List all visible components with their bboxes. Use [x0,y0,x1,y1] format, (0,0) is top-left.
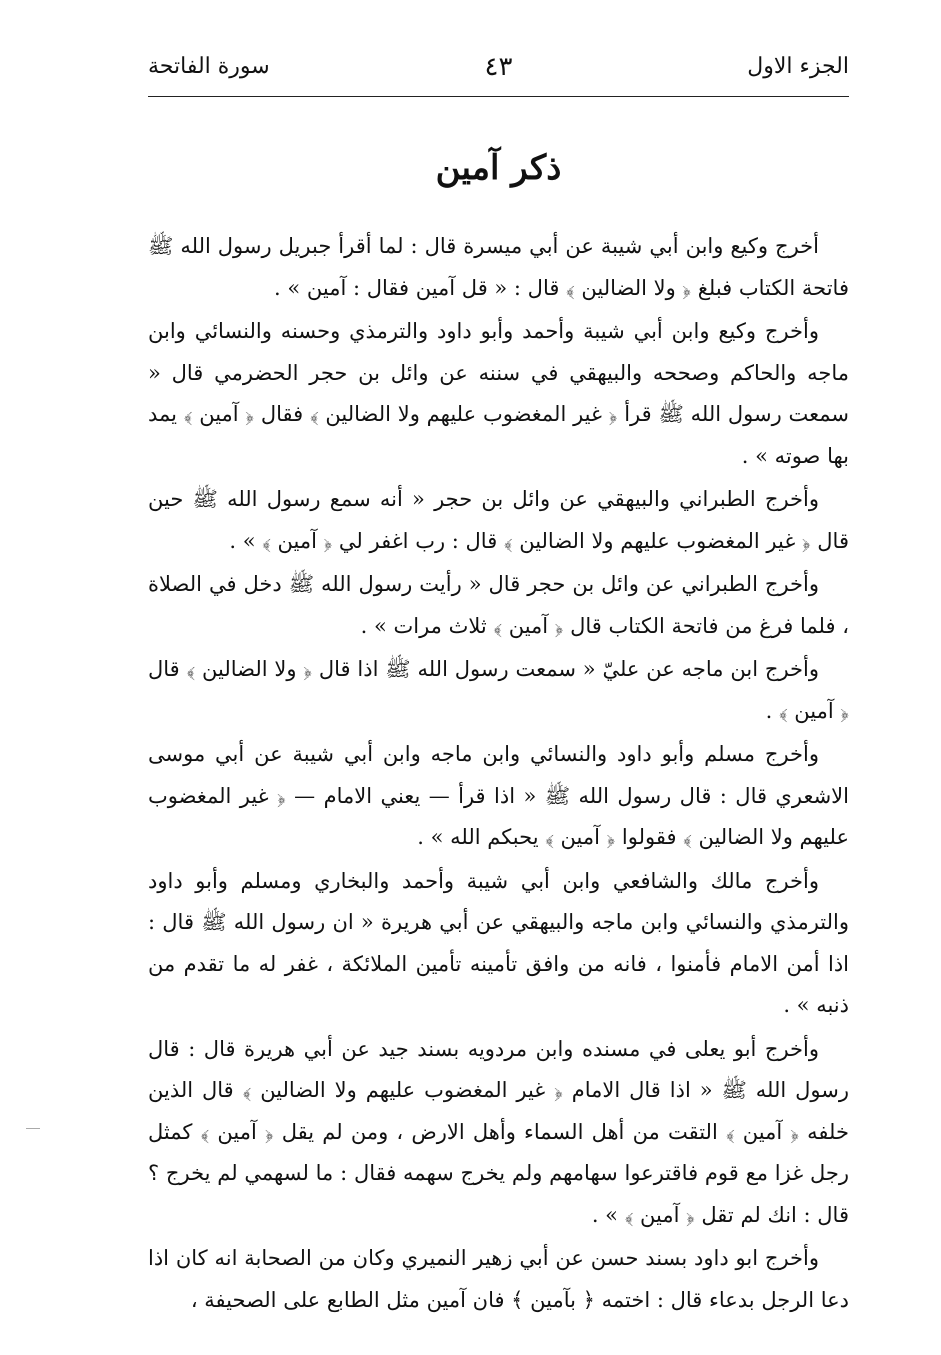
paragraph: وأخرج ابن ماجه عن عليّ « سمعت رسول الله ﷺ اذا قال ﴿ ولا الضالين ﴾ قال ﴿ آمين ﴾ . [148,657,849,723]
paragraph: أخرج وكيع وابن أبي شيبة عن أبي ميسرة قال : لما أقرأ جبريل رسول الله ﷺ فاتحة الكتاب فبلغ ﴿ ولا الضالين ﴾ قال : « قل آمين فقال : آمين » . [148,234,849,300]
paragraph: وأخرج مسلم وأبو داود والنسائي وابن ماجه وابن أبي شيبة عن أبي موسى الاشعري قال : قال رسول الله ﷺ « اذا قرأ — يعني الامام — ﴿ غير المغضوب عليهم ولا الضالين ﴾ فقولوا ﴿ آمين ﴾ يحبكم الله » . [148,742,849,849]
body-text [148,226,849,1323]
paragraph: وأخرج وكيع وابن أبي شيبة وأحمد وأبو داود والترمذي وحسنه والنسائي وابن ماجه والحاكم وصححه والبيهقي في سننه عن وائل بن حجر الحضرمي قال « سمعت رسول الله ﷺ قرأ ﴿ غير المغضوب عليهم ولا الضالين ﴾ فقال ﴿ آمين ﴾ يمد بها صوته » . [148,319,849,468]
running-head [148,52,849,96]
page-number: ٤٣ [484,52,513,82]
paragraph: وأخرج الطبراني والبيهقي عن وائل بن حجر « أنه سمع رسول الله ﷺ حين قال ﴿ غير المغضوب عليهم ولا الضالين ﴾ قال : رب اغفر لي ﴿ آمين ﴾ » . [148,487,849,553]
section-title: ذكر آمين [435,148,562,188]
paragraph: وأخرج ابو داود بسند حسن عن أبي زهير النميري وكان من الصحابة انه كان اذا دعا الرجل بدعاء قال : اختمه ﴿ بآمين ﴾ فان آمين مثل الطابع على الصحيفة ، [148,1246,849,1312]
paragraph: وأخرج أبو يعلى في مسنده وابن مردويه بسند جيد عن أبي هريرة قال : قال رسول الله ﷺ « اذا قال الامام ﴿ غير المغضوب عليهم ولا الضالين ﴾ قال الذين خلفه ﴿ آمين ﴾ التقت من أهل السماء وأهل الارض ، ومن لم يقل ﴿ آمين ﴾ كمثل رجل غزا مع قوم فاقترعوا سهامهم ولم يخرج سهمه فقال : ما لسهمي لم يخرج ؟ قال : انك لم تقل ﴿ آمين ﴾ » . [148,1036,849,1227]
volume-label: الجزء الاول [747,54,849,79]
paragraph: وأخرج مالك والشافعي وابن أبي شيبة وأحمد والبخاري ومسلم وأبو داود والترمذي والنسائي وابن ماجه والبيهقي عن أبي هريرة « ان رسول الله ﷺ قال : اذا أمن الامام فأمنوا ، فانه من وافق تأمينه تأمين الملائكة ، غفر له ما تقدم من ذنبه » . [148,868,849,1017]
paragraph: وأخرج الطبراني عن وائل بن حجر قال « رأيت رسول الله ﷺ دخل في الصلاة ، فلما فرغ من فاتحة الكتاب قال ﴿ آمين ﴾ ثلاث مرات » . [148,572,849,638]
margin-mark [26,1128,40,1129]
header-rule [148,96,849,97]
surah-label: سورة الفاتحة [148,54,270,79]
